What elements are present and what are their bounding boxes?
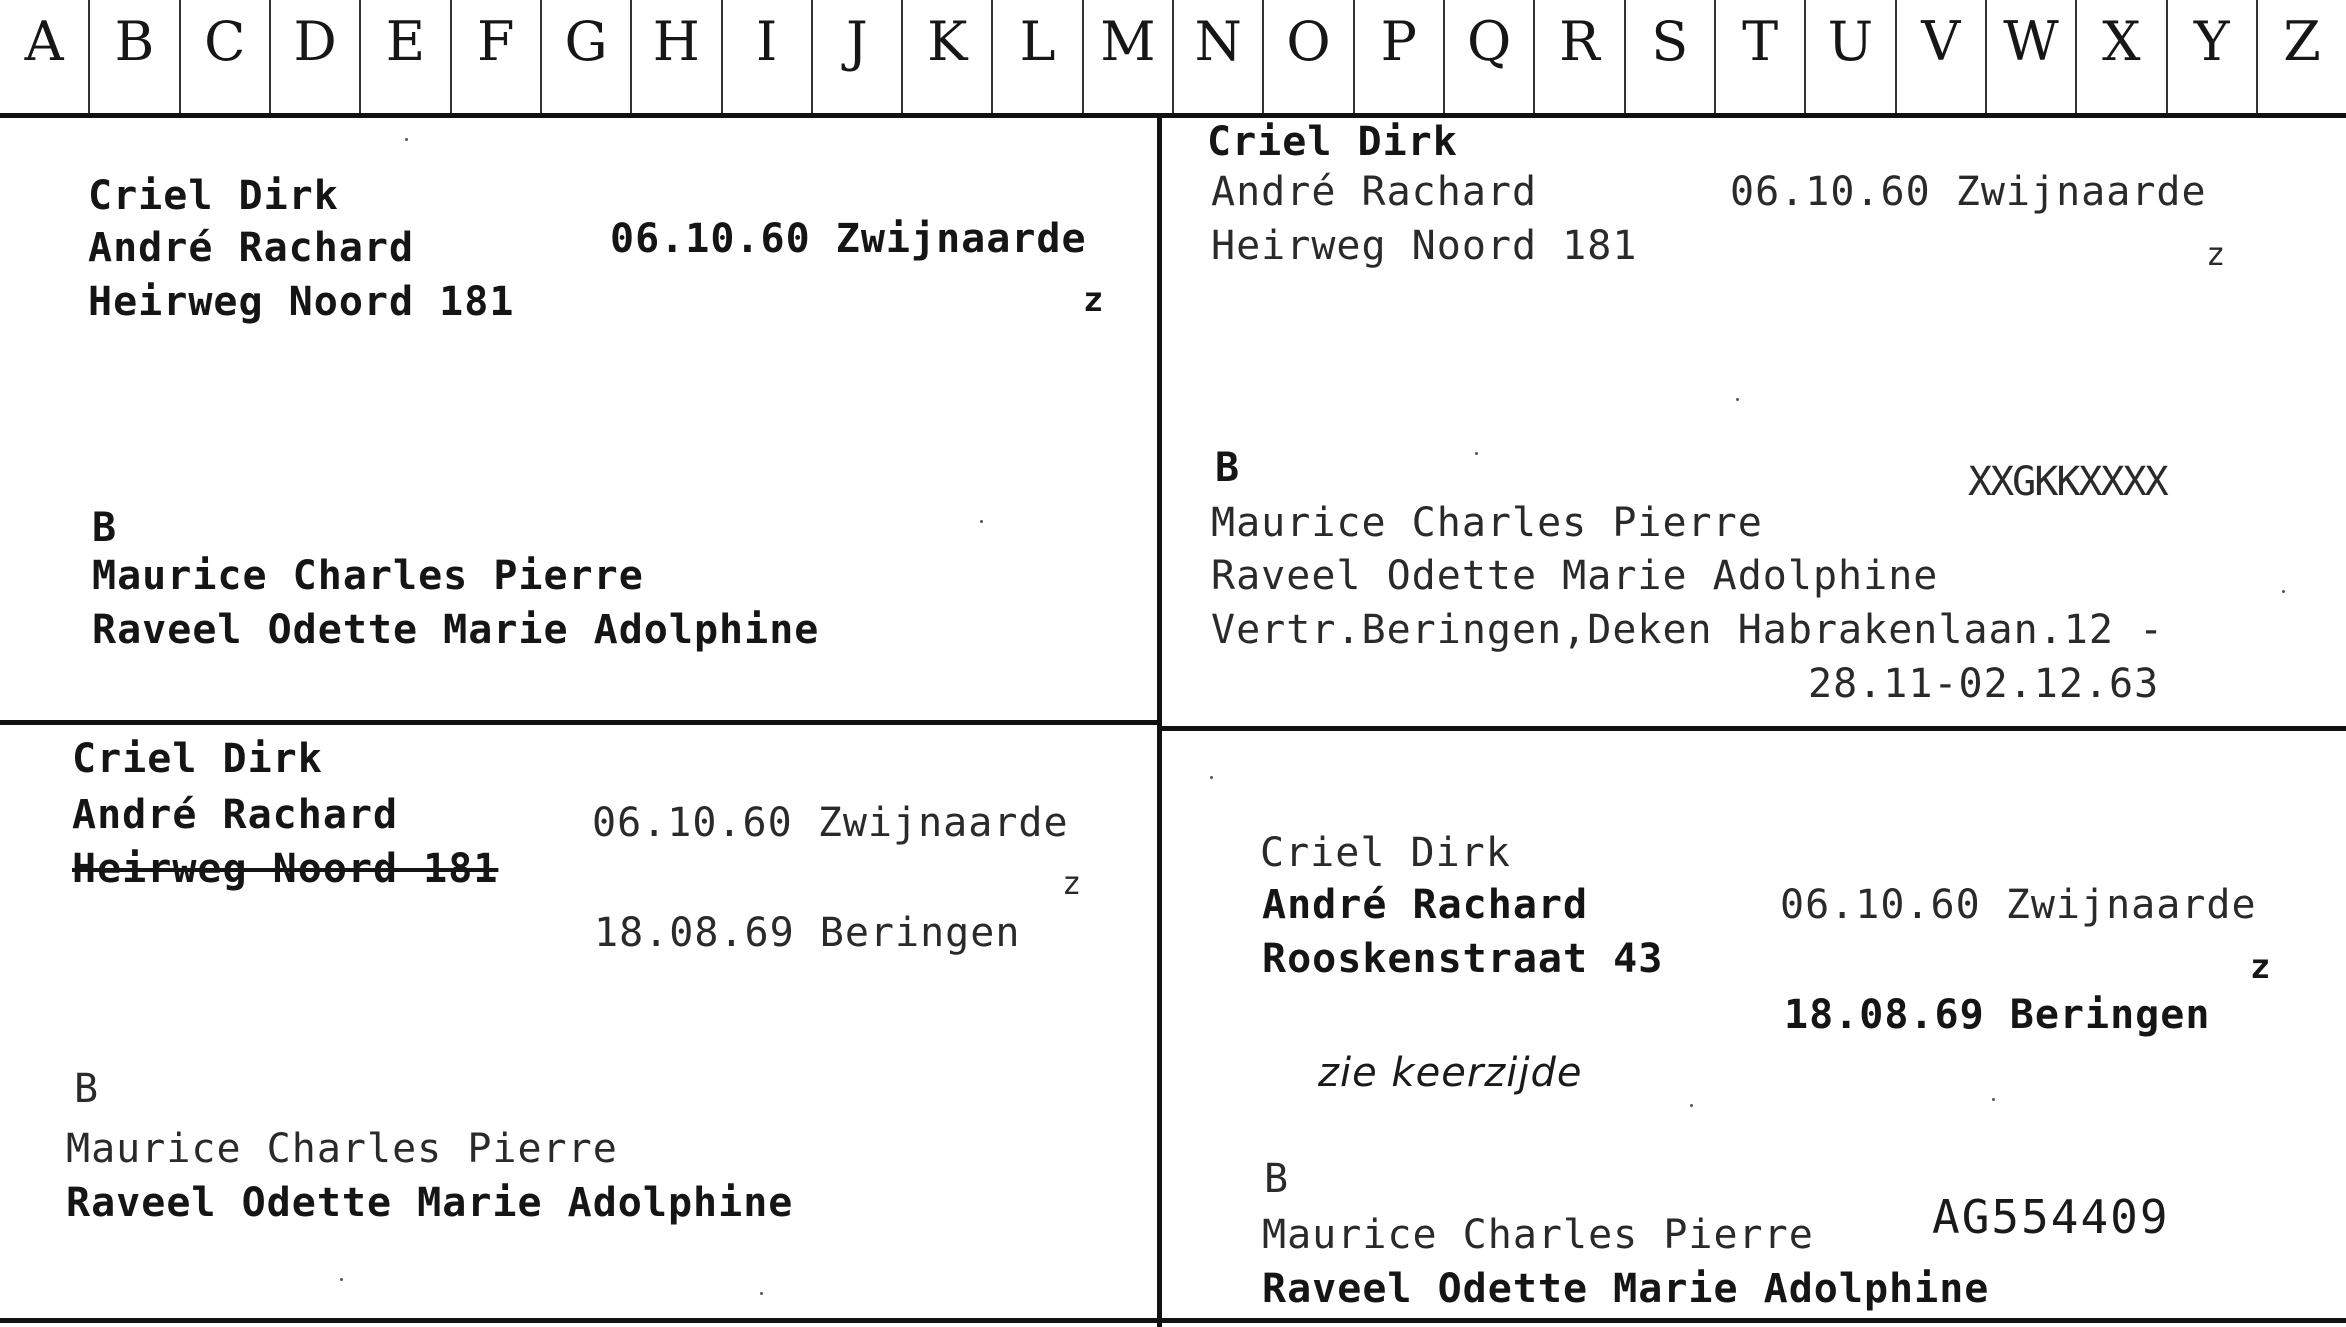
person-surname: Criel Dirk <box>88 173 339 219</box>
departure-dates: 28.11-02.12.63 <box>1808 661 2160 707</box>
move-date-place: 18.08.69 Beringen <box>1784 992 2211 1038</box>
person-given-names: André Rachard <box>72 792 399 838</box>
birth-date-place: 06.10.60 Zwijnaarde <box>592 800 1069 846</box>
letter-tab-l: L <box>993 0 1083 113</box>
person-surname: Criel Dirk <box>72 736 323 782</box>
birth-date-place: 06.10.60 Zwijnaarde <box>1730 169 2207 215</box>
letter-tab-a: A <box>0 0 90 113</box>
parents-marker: B <box>74 1066 100 1112</box>
father-name: Maurice Charles Pierre <box>66 1126 618 1172</box>
alphabet-index-strip <box>0 0 2346 118</box>
letter-tab-v: V <box>1897 0 1987 113</box>
letter-tab-e: E <box>361 0 451 113</box>
scan-speck <box>2282 590 2285 593</box>
address-line-struck: Heirweg Noord 181 <box>72 846 499 892</box>
id-number: AG554409 <box>1932 1190 2170 1244</box>
sex-marker: z <box>2206 235 2227 273</box>
mother-name: Raveel Odette Marie Adolphine <box>1211 553 1939 599</box>
scan-speck <box>1475 452 1478 455</box>
bottom-border <box>0 1318 2346 1323</box>
sex-marker: z <box>2250 947 2272 987</box>
letter-tab-d: D <box>271 0 361 113</box>
scan-speck <box>1210 776 1213 779</box>
card-bottom-right <box>1162 731 2346 1318</box>
person-given-names: André Rachard <box>1211 169 1538 215</box>
crossed-out-id: XXGKKXXXX <box>1968 459 2167 505</box>
letter-tab-p: P <box>1355 0 1445 113</box>
parents-marker: B <box>92 505 118 551</box>
scan-speck <box>405 138 408 141</box>
scan-speck <box>980 520 983 523</box>
letter-tab-o: O <box>1264 0 1354 113</box>
birth-date-place: 06.10.60 Zwijnaarde <box>1780 882 2257 928</box>
sex-marker: z <box>1062 864 1083 902</box>
letter-tab-f: F <box>452 0 542 113</box>
letter-tab-w: W <box>1987 0 2077 113</box>
mother-name: Raveel Odette Marie Adolphine <box>1262 1266 1990 1312</box>
letter-tab-s: S <box>1626 0 1716 113</box>
address-line: Heirweg Noord 181 <box>88 279 515 325</box>
scan-speck <box>1690 1104 1693 1107</box>
letter-tab-y: Y <box>2168 0 2258 113</box>
letter-tab-h: H <box>632 0 722 113</box>
mother-name: Raveel Odette Marie Adolphine <box>92 607 820 653</box>
letter-tab-x: X <box>2077 0 2167 113</box>
letter-tab-k: K <box>903 0 993 113</box>
person-given-names: André Rachard <box>1262 882 1589 928</box>
departure-note: Vertr.Beringen,Deken Habrakenlaan.12 - <box>1211 607 2165 653</box>
letter-tab-n: N <box>1174 0 1264 113</box>
letter-tab-b: B <box>90 0 180 113</box>
letter-tab-r: R <box>1535 0 1625 113</box>
mother-name: Raveel Odette Marie Adolphine <box>66 1180 794 1226</box>
scan-speck <box>1736 398 1739 401</box>
letter-tab-t: T <box>1716 0 1806 113</box>
scan-speck <box>760 1292 763 1295</box>
scan-speck <box>340 1278 343 1281</box>
father-name: Maurice Charles Pierre <box>1211 500 1763 546</box>
person-surname: Criel Dirk <box>1207 119 1458 165</box>
father-name: Maurice Charles Pierre <box>92 553 644 599</box>
card-top-right <box>1162 118 2346 726</box>
letter-tab-i: I <box>723 0 813 113</box>
father-name: Maurice Charles Pierre <box>1262 1212 1814 1258</box>
letter-tab-j: J <box>813 0 903 113</box>
card-top-left <box>0 118 1157 720</box>
letter-tab-c: C <box>181 0 271 113</box>
person-given-names: André Rachard <box>88 225 415 271</box>
parents-marker: B <box>1215 445 1241 491</box>
parents-marker: B <box>1264 1156 1290 1202</box>
card-bottom-left <box>0 725 1157 1318</box>
letter-tab-g: G <box>542 0 632 113</box>
see-reverse-note: zie keerzijde <box>1318 1050 1583 1096</box>
letter-tab-q: Q <box>1445 0 1535 113</box>
letter-tab-z: Z <box>2283 10 2321 73</box>
person-surname: Criel Dirk <box>1260 830 1511 876</box>
sex-marker: z <box>1083 280 1105 320</box>
letter-tab-u: U <box>1806 0 1896 113</box>
move-date-place: 18.08.69 Beringen <box>594 910 1021 956</box>
letter-tab-m: M <box>1084 0 1174 113</box>
address-line: Heirweg Noord 181 <box>1211 223 1638 269</box>
birth-date-place: 06.10.60 Zwijnaarde <box>610 216 1087 262</box>
scan-speck <box>1992 1098 1995 1101</box>
address-line: Rooskenstraat 43 <box>1262 936 1664 982</box>
